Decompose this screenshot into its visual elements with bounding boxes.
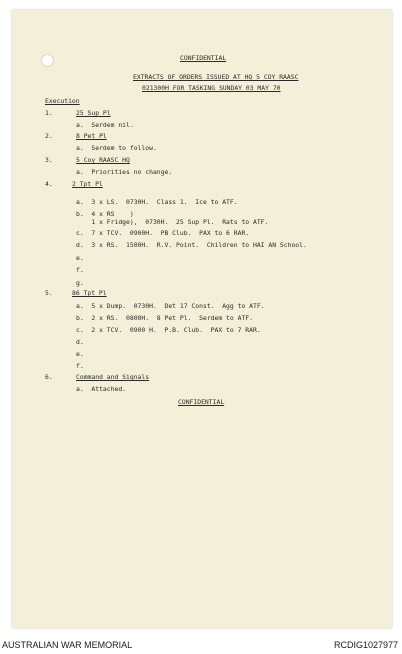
item-heading: 8 Pet Pl <box>76 132 107 140</box>
punch-hole <box>41 54 54 67</box>
item-line: d. <box>76 338 84 346</box>
item-line: f. <box>76 362 84 370</box>
item-heading: 25 Sup Pl <box>76 109 111 117</box>
caption-left: AUSTRALIAN WAR MEMORIAL <box>2 640 133 650</box>
footer-classification: CONFIDENTIAL <box>178 398 225 406</box>
item-heading: 2 Tpt Pl <box>72 180 103 188</box>
item-line: e. <box>76 350 84 358</box>
item-number: 4. <box>45 180 53 188</box>
item-number: 5. <box>45 289 53 297</box>
item-line: a. Attached. <box>76 385 127 393</box>
item-number: 6. <box>45 373 53 381</box>
item-line: f. <box>76 266 84 274</box>
section-heading: Execution <box>45 97 80 105</box>
item-line: a. Serdem to follow. <box>76 144 157 152</box>
title-line-1: EXTRACTS OF ORDERS ISSUED AT HQ 5 COY RAASC <box>133 73 299 81</box>
item-line: d. 3 x RS. 1500H. R.V. Point. Children to HAI AN School. <box>76 241 307 249</box>
item-line: a. Serdem nil. <box>76 121 134 129</box>
item-line: a. Priorities no change. <box>76 168 173 176</box>
item-line: c. 2 x TCV. 0900 H. P.B. Club. PAX to 7 RAR. <box>76 326 261 334</box>
item-number: 2. <box>45 132 53 140</box>
item-line: 1 x Fridge), 0730H. 25 Sup Pl. Rats to ATF. <box>76 218 269 226</box>
item-heading: Command and Signals <box>76 373 150 381</box>
item-line: e. <box>76 254 84 262</box>
item-line: c. 7 x TCV. 0900H. PB Club. PAX to 6 RAR. <box>76 229 250 237</box>
caption-right: RCDIG1027977 <box>333 640 398 650</box>
item-number: 1. <box>45 109 53 117</box>
item-heading: 5 Coy RAASC HQ <box>76 156 130 164</box>
header-classification: CONFIDENTIAL <box>180 54 227 62</box>
item-line: a. 3 x LS. 0730H. Class 1. Ice to ATF. <box>76 198 238 206</box>
item-number: 3. <box>45 156 53 164</box>
item-line: g. <box>76 279 84 287</box>
item-line: b. 4 x RS ) <box>76 210 134 218</box>
item-heading: 86 Tpt Pl <box>72 289 107 297</box>
item-line: b. 2 x RS. 0800H. 8 Pet Pl. Serdem to ATF. <box>76 314 253 322</box>
item-line: a. 5 x Dump. 0730H. Det 17 Const. Agg to ATF. <box>76 302 265 310</box>
title-line-2: 021300H FOR TASKING SUNDAY 03 MAY 70 <box>142 84 281 92</box>
